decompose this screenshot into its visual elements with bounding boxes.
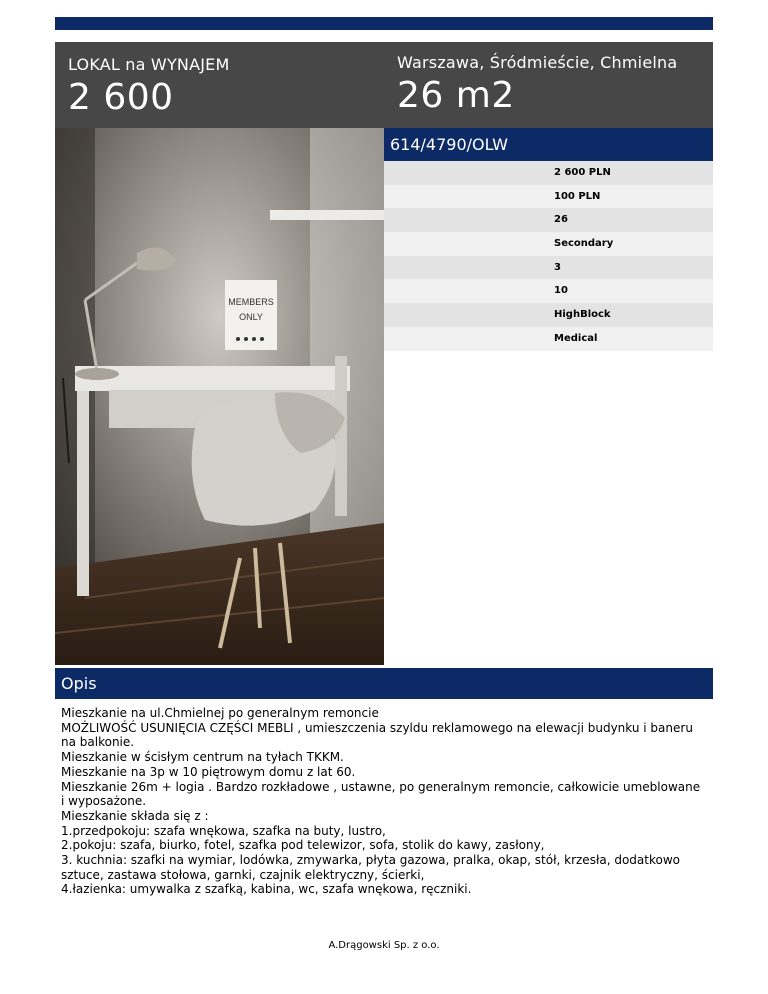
description-line: Mieszkanie składa się z : [61,808,209,823]
spec-floors-total: 10 [384,279,713,303]
listing-header [55,42,713,128]
header-right [397,53,677,116]
description-line: Mieszkanie w ścisłym centrum na tyłach TKKM. [61,750,344,765]
reference-number: 614/4790/OLW [384,128,713,161]
description-heading: Opis [55,668,713,699]
description-text [61,706,706,897]
spec-price: 2 600 PLN [384,161,713,185]
description-line: Mieszkanie na 3p w 10 piętrowym domu z lat 60. [61,764,356,779]
description-line: 3. kuchnia: szafki na wymiar, lodówka, zmywarka, płyta gazowa, pralka, okap, stół, krzesła, dodatkowo sztuce, zastawa stołowa, garnki, czajnik elektryczny, ścierki, [61,853,680,882]
description-line: Mieszkanie na ul.Chmielnej po generalnym remoncie [61,706,379,720]
photo-sign-line1: MEMBERS [228,297,274,307]
description-line: 2.pokoju: szafa, biurko, fotel, szafka pod telewizor, sofa, stolik do kawy, zasłony, [61,838,545,853]
description-line: MOŻLIWOŚĆ USUNIĘCIA CZĘŚCI MEBLI , umieszczenia szyldu reklamowego na elewacji budynku i baneru na balkonie. [61,720,693,750]
listing-type-label: LOKAL na WYNAJEM [68,55,230,74]
description-line: Mieszkanie 26m + logia . Bardzo rozkładowe , ustawne, po generalnym remoncie, całkowicie umeblowane i wyposażone. [61,779,701,809]
spec-table [384,161,713,351]
description-line: 1.przedpokoju: szafa wnękowa, szafka na buty, lustro, [61,823,386,838]
photo-sign-line2: ONLY [239,312,263,322]
spec-market: Secondary [384,232,713,256]
listing-photo [55,128,384,665]
spec-area: 26 [384,208,713,232]
spec-floor: 3 [384,256,713,280]
header-left [68,55,229,118]
top-accent-bar [55,17,713,30]
listing-location: Warszawa, Śródmieście, Chmielna [397,53,678,72]
spec-building-type: HighBlock [384,303,713,327]
listing-price: 2 600 [68,77,174,118]
footer-company: A.Drągowski Sp. z o.o. [328,940,440,951]
description-line: 4.łazienka: umywalka z szafką, kabina, wc, szafa wnękowa, ręczniki. [61,882,472,897]
spec-usage: Medical [384,327,713,351]
spec-fee: 100 PLN [384,185,713,209]
listing-area: 26 m2 [397,75,515,116]
